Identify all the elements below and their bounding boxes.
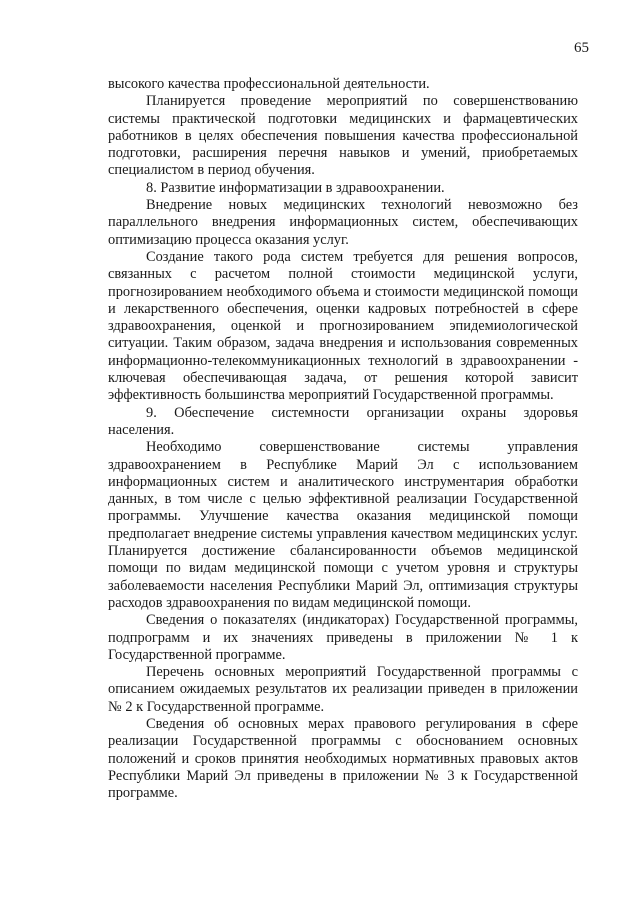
paragraph-legal-appendix-3: Сведения об основных мерах правового регулирования в сфере реализации Государственной программы с обоснованием основных положений и сроков принятия необходимых нормативных правовых актов Республики Марий Эл приведены в приложении № 3 к Государственной программе.: [108, 715, 578, 802]
paragraph-measures-appendix-2: Перечень основных мероприятий Государственной программы с описанием ожидаемых результатов их реализации приведен в приложении № 2 к Государственной программе.: [108, 664, 578, 715]
section-heading-8: 8. Развитие информатизации в здравоохранении.: [146, 179, 445, 196]
paragraph-new-technologies: Внедрение новых медицинских технологий невозможно без параллельного внедрения информационных систем, обеспечивающих оптимизацию процесса оказания услуг.: [108, 197, 578, 248]
paragraph-continuation: высокого качества профессиональной деятельности.: [108, 76, 430, 92]
paragraph-indicators-appendix-1: Сведения о показателях (индикаторах) Государственной программы, подпрограмм и их значениях приведены в приложении № 1 к Государственной программе.: [108, 612, 578, 663]
paragraph-systems-creation: Создание такого рода систем требуется для решения вопросов, связанных с расчетом полной стоимости медицинской услуги, прогнозированием необходимого объема и стоимости медицинской помощи и лекарственного обеспечения, оценки кадровых потребностей в сфере здравоохранения, оценкой и прогнозированием эпидемиологической ситуации. Таким образом, задача внедрения и использования современных информационно-телекоммуникационных технологий в здравоохранении - ключевая обеспечивающая задача, от решения которой зависит эффективность большинства мероприятий Государственной программы.: [108, 248, 578, 404]
section-heading-9: 9. Обеспечение системности организации охраны здоровья населения.: [108, 404, 578, 438]
paragraph-management-improvement: Необходимо совершенствование системы управления здравоохранением в Республике Марий Эл с использованием информационных систем и аналитического инструментария обработки данных, в том числе с целью эффективной реализации Государственной программы. Улучшение качества оказания медицинской помощи предполагает внедрение системы управления качеством медицинских услуг. Планируется достижение сбалансированности объемов медицинской помощи по видам медицинской помощи с учетом уровня и структуры заболеваемости населения Республики Марий Эл, оптимизация структуры расходов здравоохранения по видам медицинской помощи.: [108, 439, 578, 611]
body-text: [108, 76, 578, 802]
paragraph-practical-training: Планируется проведение мероприятий по совершенствованию системы практической подготовки медицинских и фармацевтических работников в целях обеспечения повышения качества профессиональной подготовки, расширения перечня навыков и умений, приобретаемых специалистом в период обучения.: [108, 93, 578, 179]
page-number: 65: [574, 40, 589, 56]
